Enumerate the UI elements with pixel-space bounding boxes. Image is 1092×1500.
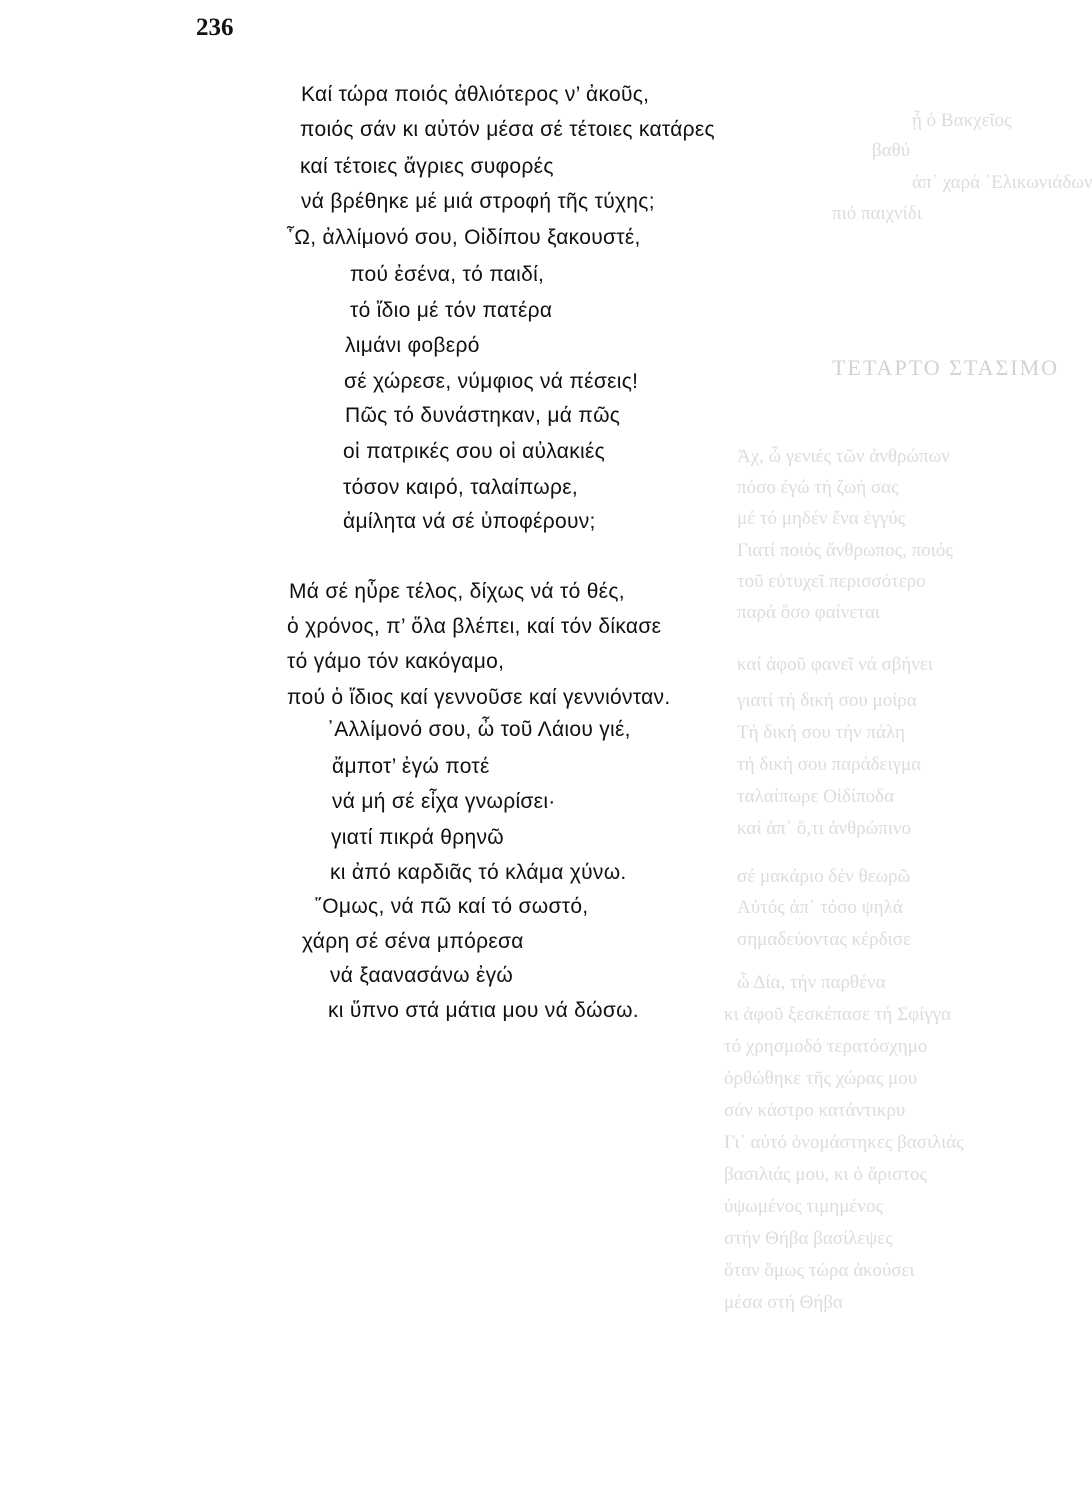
verse-line: κι ὕπνο στά μάτια μου νά δώσω. [328, 999, 639, 1022]
verse-line: ῞Ομως, νά πῶ καί τό σωστό, [315, 895, 589, 918]
verse-line: ῟Ω, ἀλλίμονό σου, Οἰδίπου ξακουστέ, [287, 226, 641, 249]
verse-line: νά βρέθηκε μέ μιά στροφή τῆς τύχης; [301, 190, 655, 213]
verse-line: Μά σέ ηὗρε τέλος, δίχως νά τό θές, [289, 580, 625, 603]
verse-line: ἄμποτ’ ἐγώ ποτέ [332, 755, 490, 778]
verse-line: ἀμίλητα νά σέ ὑποφέρουν; [343, 510, 596, 533]
verse-line: καί τέτοιες ἄγριες συφορές [300, 155, 554, 178]
verse-line: χάρη σέ σένα μπόρεσα [302, 930, 524, 953]
verse-line: πού ἐσένα, τό παιδί, [350, 263, 545, 286]
verse-line: ᾽Αλλίμονό σου, ὦ τοῦ Λάιου γιέ, [327, 718, 631, 741]
book-page: ᾗ ὁ Βακχεῖος βαθύ ἀπ᾽ χαρά ᾿Ελικωνιάδων πιό παιχνίδι ΤΕΤΑΡΤΟ ΣΤΑΣΙΜΟ Ἀχ, ὦ γενιές τῶν ἀνθρώπων πόσο ἐγώ τή ζωή σας μέ τό μηδέν ἔνα ἐγγύς Γιατί ποιός ἄνθρωπος, ποιός τοῦ εὐτυχεῖ περισσότερο παρά ὅσο φαίνεται καί ἀφοῦ φανεῖ νά σβήνει γιατί τή δική σου μοίρα Τή δική σου τήν πάλη τή δική σου παράδειγμα ταλαίπωρε Οἰδίποδα καί ἀπ᾽ ὅ,τι ἀνθρώπινο σέ μακάριο δέν θεωρῶ Αὐτός ἀπ᾽ τόσο ψηλά σημαδεύοντας κέρδισε ὦ Δία, τήν παρθένα κι ἀφοῦ ξεσκέπασε τή Σφίγγα τό χρησμοδό τερατόσχημο ὀρθώθηκε τῆς χώρας μου σάν κάστρο κατάντικρυ Γι᾽ αὐτό ὀνομάστηκες βασιλιάς βασιλιάς μου, κι ὁ ἄριστος ὑψωμένος τιμημένος στήν Θήβα βασίλεψες ὅταν ὅμως τώρα ἀκούσει μέσα στή Θήβα 236 Καί τώρα ποιός ἀθλιότερος ν’ ἀκοῦς, ποιός σάν κι αὐτόν μέσα σέ τέτοιες κατάρες καί τέτοιες ἄγριες συφορές νά βρέθηκε μέ μιά στροφή τῆς τύχης; ῟Ω, ἀλλίμονό σου, Οἰδίπου ξακουστέ, πού ἐσένα, τό παιδί, τό ἴδιο μέ τόν πατέρα λιμάνι φοβερό σέ χώρεσε, νύμφιος νά πέσεις! Πῶς τό δυνάστηκαν, μά πῶς οἱ πατρικές σου οἱ αὐλακιές τόσον καιρό, ταλαίπωρε, ἀμίλητα νά σέ ὑποφέρουν; Μά σέ ηὗρε τέλος, δίχως νά τό θές, ὁ χρόνος, π’ ὅλα βλέπει, καί τόν δίκασε τό γάμο τόν κακόγαμο, πού ὁ ἴδιος καί γεννοῦσε καί γεννιόνταν. ᾽Αλλίμονό σου, ὦ τοῦ Λάιου γιέ, ἄμποτ’ ἐγώ ποτέ νά μή σέ εἶχα γνωρίσει· γιατί πικρά θρηνῶ κι ἀπό καρδιᾶς τό κλάμα χύνω. ῞Ομως, νά πῶ καί τό σωστό, χάρη σέ σένα μπόρεσα νά ξαανασάνω ἐγώ κι ὕπνο στά μάτια μου νά δώσω. [196, 14, 1092, 1313]
verse-line: Καί τώρα ποιός ἀθλιότερος ν’ ἀκοῦς, [301, 83, 650, 106]
verse-line: Πῶς τό δυνάστηκαν, μά πῶς [345, 404, 621, 427]
verse-line: κι ἀπό καρδιᾶς τό κλάμα χύνω. [330, 861, 627, 884]
verse-line: τόσον καιρό, ταλαίπωρε, [343, 476, 579, 499]
verse-line: ὁ χρόνος, π’ ὅλα βλέπει, καί τόν δίκασε [287, 615, 662, 638]
verse-line: πού ὁ ἴδιος καί γεννοῦσε καί γεννιόνταν. [287, 686, 671, 709]
verse-line: οἱ πατρικές σου οἱ αὐλακιές [343, 440, 606, 463]
page-number: 236 [196, 14, 234, 41]
verse-line: νά ξαανασάνω ἐγώ [330, 964, 514, 987]
verse-line: λιμάνι φοβερό [345, 334, 480, 357]
verse-line: τό γάμο τόν κακόγαμο, [287, 650, 505, 673]
verse-line: σέ χώρεσε, νύμφιος νά πέσεις! [344, 370, 639, 393]
verse-line: νά μή σέ εἶχα γνωρίσει· [332, 790, 556, 813]
verse-line: ποιός σάν κι αὐτόν μέσα σέ τέτοιες κατάρες [300, 118, 715, 141]
verse-line: γιατί πικρά θρηνῶ [331, 826, 504, 849]
verse-line: τό ἴδιο μέ τόν πατέρα [350, 299, 553, 322]
